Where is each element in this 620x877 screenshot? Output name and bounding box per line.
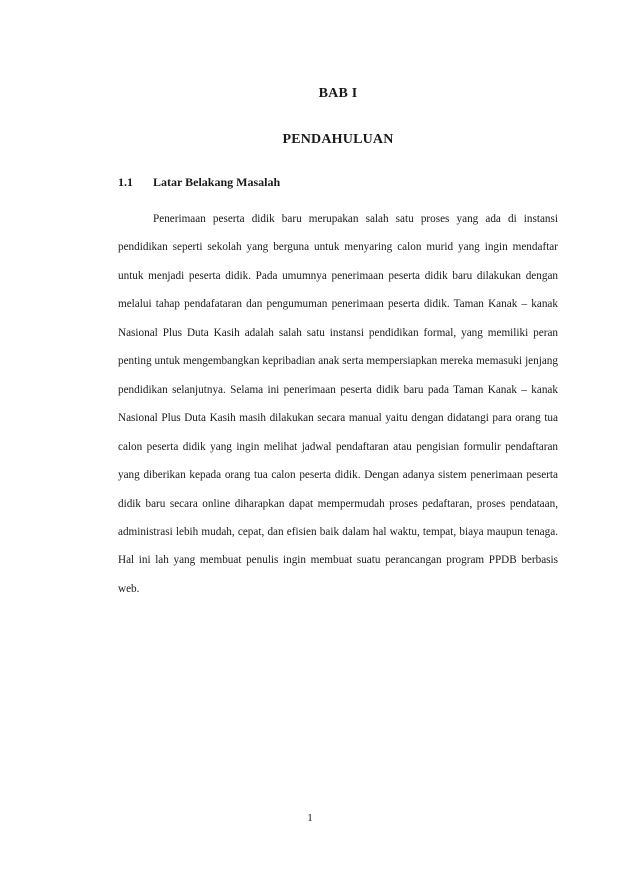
page-number: 1 [307, 812, 313, 824]
chapter-label: BAB I [318, 86, 358, 101]
section-number: 1.1 [118, 175, 133, 189]
body-paragraph: Penerimaan peserta didik baru merupakan salah satu proses yang ada di instansi pendidikan seperti sekolah yang berguna untuk menyaring calon murid yang ingin mendaftar untuk menjadi peserta didik. Pada umumnya penerimaan peserta didik baru dilakukan dengan melalui tahap pendafataran dan pengumuman penerimaan peserta didik. Taman Kanak – kanak Nasional Plus Duta Kasih adalah salah satu instansi pendidikan formal, yang memiliki peran penting untuk mengembangkan kepribadian anak serta mempersiapkan mereka memasuki jenjang pendidikan selanjutnya. Selama ini penerimaan peserta didik baru pada Taman Kanak – kanak Nasional Plus Duta Kasih masih dilakukan secara manual yaitu dengan didatangi para orang tua calon peserta didik yang ingin melihat jadwal pendaftaran atau pengisian formulir pendaftaran yang diberikan kepada orang tua calon peserta didik. Dengan adanya sistem penerimaan peserta didik baru secara online diharapkan dapat mempermudah proses pedaftaran, proses pendataan, administrasi lebih mudah, cepat, dan efisien baik dalam hal waktu, tempat, biaya maupun tenaga. Hal ini lah yang membuat penulis ingin membuat suatu perancangan program PPDB berbasis web. [118, 213, 558, 595]
section-title: Latar Belakang Masalah [153, 175, 281, 189]
section-heading [118, 175, 280, 190]
chapter-title: PENDAHULUAN [282, 132, 394, 147]
